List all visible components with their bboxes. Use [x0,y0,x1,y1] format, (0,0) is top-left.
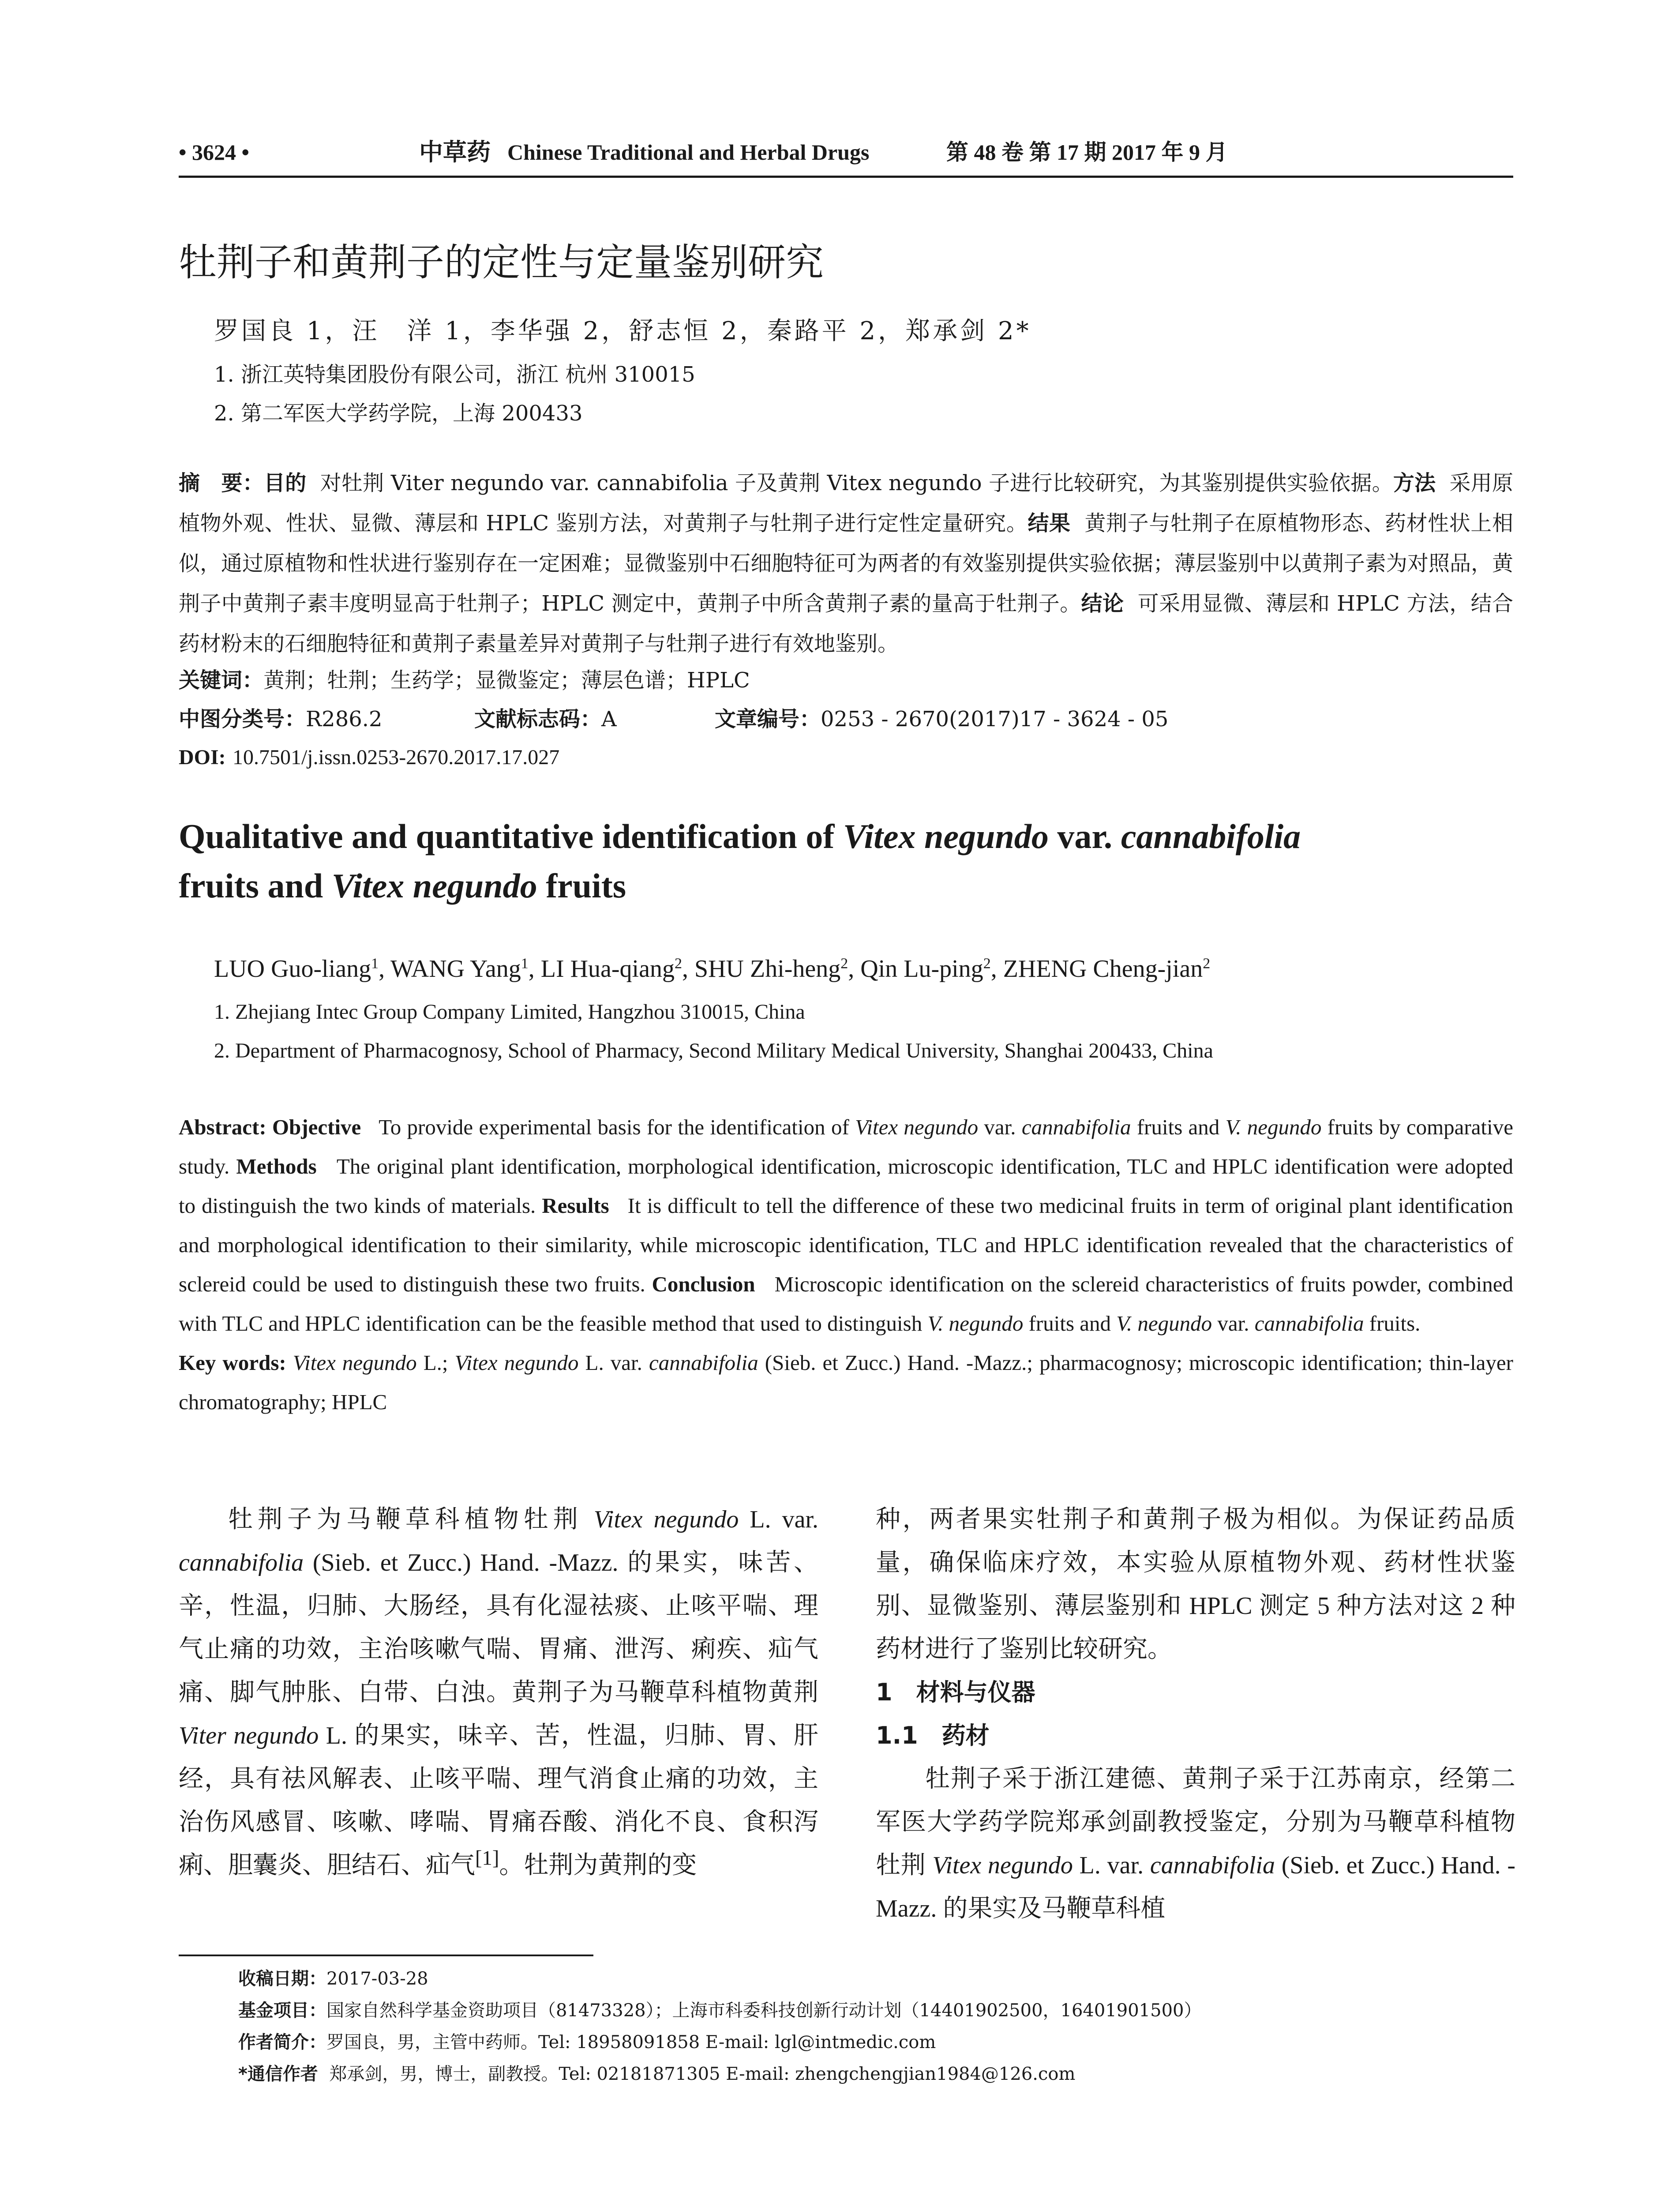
doc-value: A [601,707,617,732]
results-cn-text: 黄荆子与牡荆子在原植物形态、药材性状上相似，通过原植物和性状进行鉴别存在一定困难；显微鉴别中石细胞特征可为两者的有效鉴别提供实验依据；薄层鉴别中以黄荆子素为对照品，黄荆子中黄荆子素丰度明显高于牡荆子；HPLC 测定中，黄荆子中所含黄荆子素的量高于牡荆子。 [179,511,1513,616]
footnote-corresponding [238,2062,1075,2086]
title-cn: 牡荆子和黄荆子的定性与定量鉴别研究 [179,240,824,285]
body-column-left [179,1498,818,1887]
footnote-author [238,2030,936,2054]
author-aff: 2 [1203,955,1211,972]
section-heading-1: 1 材料与仪器 [876,1678,1035,1706]
body-column-right [876,1498,1515,1930]
body-text: L. var. [1072,1852,1150,1879]
conclusion-en-label: Conclusion [652,1272,755,1296]
keywords-cn [179,666,750,694]
title-en-part: fruits [537,867,626,905]
footnote-text: 罗国良，男，主管中药师。Tel: 18958091858 E-mail: lgl@intmedic.com [326,2032,936,2052]
keyword-text: (Sieb. et Zucc.) Hand. -Mazz.; pharmacognosy; microscopic identification; thin-layer chromatography; HPLC [179,1351,1513,1414]
title-en-part: var. [1048,817,1121,855]
doc-code [474,705,617,733]
body-text: (Sieb. et Zucc.) Hand. -Mazz. 的果实，味苦、辛，性温，归肺、大肠经，具有化湿祛痰、止咳平喘、理气止痛的功效，主治咳嗽气喘、胃痛、泄泻、痢疾、疝气痛、脚气肿胀、白带、白浊。黄荆子为马鞭草科植物黄荆 [179,1549,818,1706]
author-aff: 2 [674,955,682,972]
conclusion-en-text: fruits and [1023,1311,1117,1336]
abstract-en-italic: V. negundo [1116,1311,1212,1336]
section-heading-1-1: 1.1 药材 [876,1722,990,1749]
footnote-received [238,1967,428,1991]
author-aff: 2 [983,955,991,972]
keyword-text: L. var. [578,1351,649,1375]
keyword-italic: Vitex negundo [292,1351,417,1375]
footnote-text: 国家自然科学基金资助项目（81473328）；上海市科委科技创新行动计划（14401902500，16401901500） [326,2000,1202,2021]
methods-en-label: Methods [236,1154,317,1178]
title-en-part: Qualitative and quantitative identification of [179,817,843,855]
page-number: • 3624 • [179,140,250,165]
body-text: 。牡荆为黄荆的变 [499,1852,697,1879]
author-name: WANG Yang [390,955,521,983]
clc-label: 中图分类号： [179,707,306,732]
conclusion-en-text: fruits. [1364,1311,1421,1336]
abstract-en-text: To provide experimental basis for the identification of [379,1115,855,1139]
title-en-species: Vitex negundo [843,817,1049,855]
affiliation-en-2: 2. Department of Pharmacognosy, School of Pharmacy, Second Military Medical University, Shanghai 200433, China [214,1039,1213,1062]
abstract-cn [179,463,1513,664]
abstract-cn-label: 摘 要： [179,471,264,495]
abstract-en-text: fruits by comparative study. [179,1115,1513,1178]
footnote-label: 基金项目： [238,2000,326,2021]
author-aff: 1 [521,955,529,972]
footnote-rule [179,1955,593,1956]
abstract-en-italic: Vitex negundo [855,1115,979,1139]
footnote-label: *通信作者 [238,2064,318,2084]
body-text: 牡荆子为马鞭草科植物牡荆 [228,1506,594,1533]
body-italic: cannabifolia [179,1549,304,1576]
authors-cn: 罗国良 1，汪 洋 1，李华强 2，舒志恒 2，秦路平 2，郑承剑 2* [214,317,1031,345]
header-rule [179,176,1513,178]
keyword-italic: cannabifolia [649,1351,758,1375]
doi-label: DOI: [179,746,226,769]
journal-name-cn: 中草药 [419,138,491,166]
body-text: (Sieb. et Zucc.) Hand. -Mazz. 的果实及马鞭草科植 [876,1852,1516,1922]
keywords-en-label: Key words: [179,1351,286,1375]
title-en-part: fruits and [179,867,332,905]
affiliation-cn-2: 2. 第二军医大学药学院，上海 200433 [214,401,583,426]
doc-label: 文献标志码： [474,707,602,732]
author-name: Qin Lu-ping [860,955,983,983]
authors-en: LUO Guo-liang$^1$, WANG Yang$^1$, LI Hua-qiang$^2$, SHU Zhi-heng$^2$, Qin Lu-ping$^2$, ZHENG Cheng-jian$^2$ [214,955,1211,983]
footnote-text: 2017-03-28 [326,1969,428,1989]
footnote-label: 收稿日期： [238,1969,326,1989]
objective-cn-label: 目的 [264,471,307,495]
author-aff: 2 [840,955,848,972]
methods-cn-text: 采用原植物外观、性状、显微、薄层和 HPLC 鉴别方法，对黄荆子与牡荆子进行定性定量研究。 [179,471,1514,536]
keywords-cn-label: 关键词： [179,668,264,693]
methods-cn-label: 方法 [1393,471,1436,495]
objective-cn-text: 对牡荆 Viter negundo var. cannabifolia 子及黄荆 Vitex negundo 子进行比较研究，为其鉴别提供实验依据。 [320,471,1393,495]
conclusion-en-text: Microscopic identification on the sclereid characteristics of fruits powder, combined with TLC and HPLC identification can be the feasible method that used to distinguish [179,1272,1514,1336]
body-text: L. 的果实，味辛、苦，性温，归肺、胃、肝经，具有祛风解表、止咳平喘、理气消食止痛的功效，主治伤风感冒、咳嗽、哮喘、胃痛吞酸、消化不良、食积泻痢、胆囊炎、胆结石、疝气 [179,1722,818,1879]
results-en-text: It is difficult to tell the difference of these two medicinal fruits in term of original plant identification and morphological identification to their similarity, while microscopic identification, TLC and HPLC identification revealed that the characteristics of sclereid could be used to distinguish these two fruits. [179,1193,1514,1296]
keyword-text: L.; [416,1351,455,1375]
citation-ref[interactable]: [1] [475,1846,499,1870]
abstract-en-italic: V. negundo [1225,1115,1322,1139]
body-italic: cannabifolia [1150,1852,1275,1879]
abstract-en-label: Abstract: Objective [179,1115,361,1139]
author-name: ZHENG Cheng-jian [1003,955,1203,983]
footnote-label: 作者简介： [238,2032,326,2052]
art-label: 文章编号： [715,707,821,732]
body-text: L. var. [739,1506,819,1533]
footnote-text: 郑承剑，男，博士，副教授。Tel: 02181871305 E-mail: zhengchengjian1984@126.com [329,2064,1076,2084]
author-name: LUO Guo-liang [214,955,371,983]
clc-value: R286.2 [306,707,382,732]
keywords-cn-text: 黄荆；牡荆；生药学；显微鉴定；薄层色谱；HPLC [263,668,750,693]
title-en-variety: cannabifolia [1121,817,1301,855]
abstract-en-text: fruits and [1131,1115,1226,1139]
author-name: LI Hua-qiang [540,955,675,983]
body-italic: Viter negundo [179,1722,319,1749]
conclusion-cn-text: 可采用显微、薄层和 HPLC 方法，结合药材粉末的石细胞特征和黄荆子素量差异对黄荆子与牡荆子进行有效地鉴别。 [179,591,1513,656]
conclusion-cn-label: 结论 [1081,591,1124,616]
body-text: 种，两者果实牡荆子和黄荆子极为相似。为保证药品质量，确保临床疗效，本实验从原植物外观、药材性状鉴别、显微鉴别、薄层鉴别和 HPLC 测定 5 种方法对这 2 种药材进行了鉴别比较研究。 [876,1506,1515,1663]
doi-value[interactable]: 10.7501/j.issn.0253-2670.2017.17.027 [232,746,560,769]
results-en-label: Results [542,1193,609,1218]
footnote-fund [238,1999,1201,2022]
abstract-en-italic: cannabifolia [1021,1115,1131,1139]
conclusion-en-text: var. [1212,1311,1255,1336]
body-italic: Vitex negundo [932,1852,1073,1879]
title-en-species: Vitex negundo [331,867,537,905]
journal-issue: 第 48 卷 第 17 期 2017 年 9 月 [946,140,1228,165]
body-text: 牡荆子采于浙江建德、黄荆子采于江苏南京，经第二军医大学药学院郑承剑副教授鉴定，分别为马鞭草科植物牡荆 [876,1765,1515,1879]
keyword-italic: Vitex negundo [454,1351,579,1375]
classification-line [179,705,382,733]
methods-en-text: The original plant identification, morphological identification, microscopic identification, TLC and HPLC identification were adopted to distinguish the two kinds of materials. [179,1154,1514,1218]
author-aff: 1 [371,955,379,972]
art-value: 0253 - 2670(2017)17 - 3624 - 05 [821,707,1169,732]
results-cn-label: 结果 [1028,511,1071,536]
journal-name-en: Chinese Traditional and Herbal Drugs [507,140,870,165]
abstract-en [179,1107,1513,1422]
affiliation-cn-1: 1. 浙江英特集团股份有限公司，浙江 杭州 310015 [214,362,695,387]
author-name: SHU Zhi-heng [694,955,841,983]
title-en [179,812,1513,911]
abstract-en-italic: cannabifolia [1254,1311,1364,1336]
abstract-en-italic: V. negundo [927,1311,1024,1336]
doi-line [179,743,559,772]
article-number [715,705,1168,733]
affiliation-en-1: 1. Zhejiang Intec Group Company Limited, Hangzhou 310015, China [214,1000,805,1024]
abstract-en-text: var. [978,1115,1022,1139]
body-italic: Vitex negundo [593,1506,739,1533]
